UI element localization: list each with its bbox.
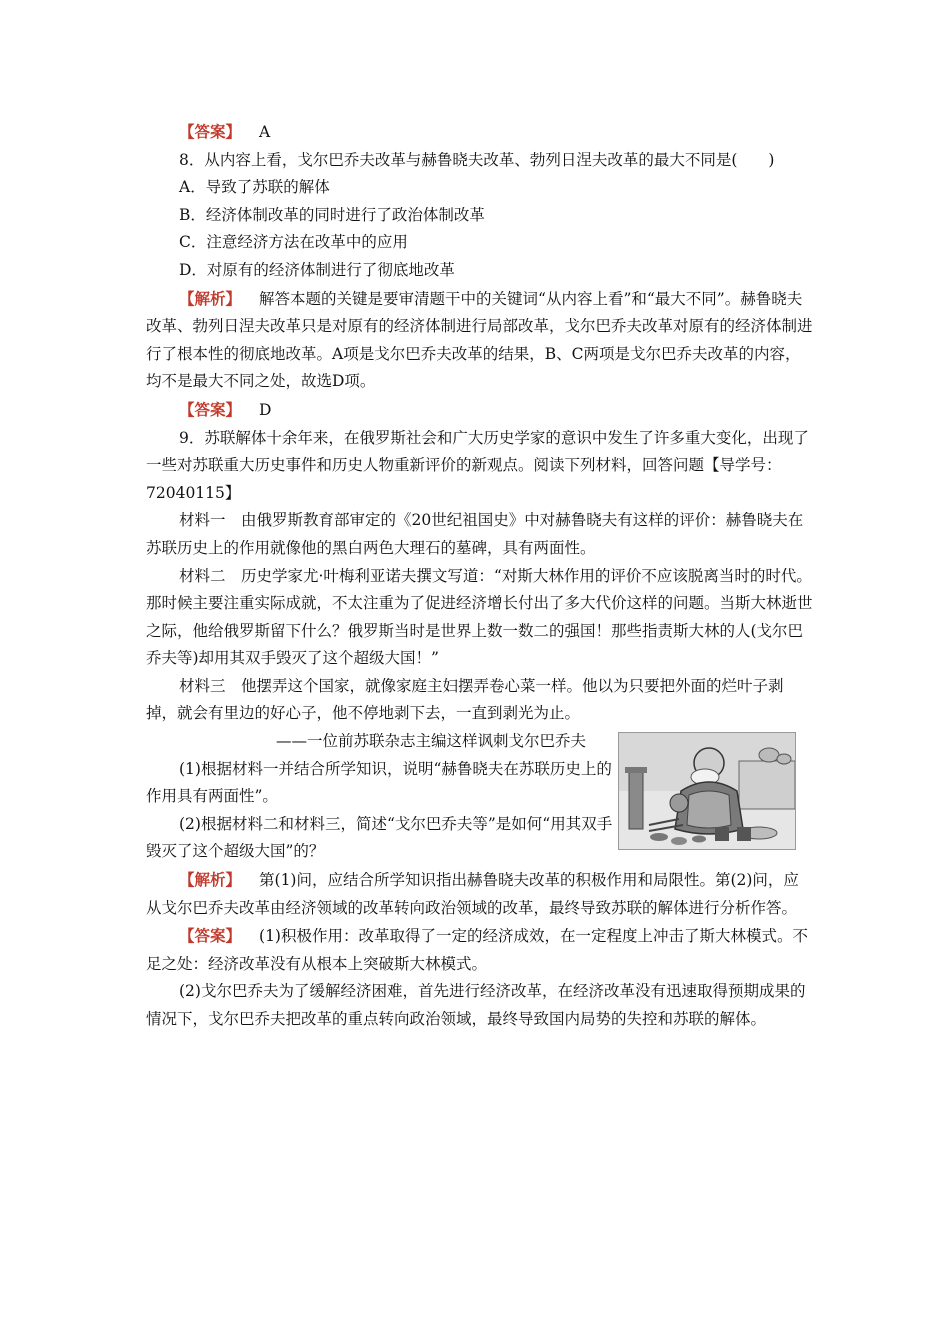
answer-tag: 【答案】 xyxy=(179,122,242,141)
q8-analysis-para xyxy=(146,285,814,396)
q8-option-d: D．对原有的经济体制进行了彻底地改革 xyxy=(179,260,455,279)
q9-analysis: 第(1)问，应结合所学知识指出赫鲁晓夫改革的积极作用和局限性。第(2)问，应从戈尔巴乔夫改革由经济领域的改革转向政治领域的改革，最终导致苏联的解体进行分析作答。 xyxy=(146,871,799,917)
cartoon-drawing xyxy=(619,733,795,849)
analysis-tag: 【解析】 xyxy=(179,870,242,890)
q9-answer-1: (1)积极作用：改革取得了一定的经济成效，在一定程度上冲击了斯大林模式。不足之处：经济改革没有从根本上突破斯大林模式。 xyxy=(146,927,808,973)
q8-stem: 8．从内容上看，戈尔巴乔夫改革与赫鲁晓夫改革、勃列日涅夫改革的最大不同是( ) xyxy=(179,150,775,169)
cartoon-illustration xyxy=(618,732,796,850)
q9-material-3: 材料三 他摆弄这个国家，就像家庭主妇摆弄卷心菜一样。他以为只要把外面的烂叶子剥掉，就会有里边的好心子，他不停地剥下去，一直到剥光为止。 xyxy=(146,676,784,723)
q9-answer-para-1 xyxy=(146,922,814,978)
q8-answer-line xyxy=(146,396,814,425)
q9-answer-2: (2)戈尔巴乔夫为了缓解经济困难，首先进行经济改革，在经济改革没有迅速取得预期成果的情况下，戈尔巴乔夫把改革的重点转向政治领域，最终导致国内局势的失控和苏联的解体。 xyxy=(146,982,806,1028)
answer-tag: 【答案】 xyxy=(179,926,242,946)
q9-guide-number: 【导学号：72040115】 xyxy=(146,456,782,502)
q9-material-2: 材料二 历史学家尤·叶梅利亚诺夫撰文写道：“对斯大林作用的评价不应该脱离当时的时代。那时候主要注重实际成就，不太注重为了促进经济增长付出了多大代价这样的问题。当斯大林逝世之际，他给俄罗斯留下什么？俄罗斯当时是世界上数一数二的强国！那些指责斯大林的人(戈尔巴乔夫等)却用其双手毁灭了这个超级大国！” xyxy=(146,566,813,668)
q9-stem-para xyxy=(146,425,814,508)
document-page xyxy=(146,118,814,1034)
q9-analysis-para xyxy=(146,866,814,922)
q8-analysis: 解答本题的关键是要审清题干中的关键词“从内容上看”和“最大不同”。赫鲁晓夫改革、勃列日涅夫改革只是对原有的经济体制进行局部改革，戈尔巴乔夫改革对原有的经济体制进行了根本性的彻底地改革。A项是戈尔巴乔夫改革的结果，B、C两项是戈尔巴乔夫改革的内容，均不是最大不同之处，故选D项。 xyxy=(146,289,813,391)
q9-figure-block xyxy=(146,728,814,866)
q8-option-a: A．导致了苏联的解体 xyxy=(179,178,330,197)
q9-subquestions xyxy=(146,756,618,866)
q9-subquestion-1: (1)根据材料一并结合所学知识，说明“赫鲁晓夫在苏联历史上的作用具有两面性”。 xyxy=(146,759,612,806)
q9-subquestion-2: (2)根据材料二和材料三，简述“戈尔巴乔夫等”是如何“用其双手毁灭了这个超级大国”的？ xyxy=(146,814,613,861)
q7-answer: A xyxy=(259,123,271,141)
q8-option-c: C．注意经济方法在改革中的应用 xyxy=(179,233,408,252)
q7-answer-line xyxy=(146,118,814,147)
answer-tag: 【答案】 xyxy=(179,399,242,419)
q9-stem: 9．苏联解体十余年来，在俄罗斯社会和广大历史学家的意识中发生了许多重大变化，出现了一些对苏联重大历史事件和历史人物重新评价的新观点。阅读下列材料，回答问题 xyxy=(146,428,809,475)
q8-answer: D xyxy=(259,400,272,419)
q8-option-b: B．经济体制改革的同时进行了政治体制改革 xyxy=(179,205,485,224)
analysis-tag: 【解析】 xyxy=(179,288,242,308)
q9-material-1: 材料一 由俄罗斯教育部审定的《20世纪祖国史》中对赫鲁晓夫有这样的评价：赫鲁晓夫在苏联历史上的作用就像他的黑白两色大理石的墓碑，具有两面性。 xyxy=(146,511,804,557)
q9-source: ——一位前苏联杂志主编这样讽刺戈尔巴乔夫 xyxy=(276,732,587,751)
